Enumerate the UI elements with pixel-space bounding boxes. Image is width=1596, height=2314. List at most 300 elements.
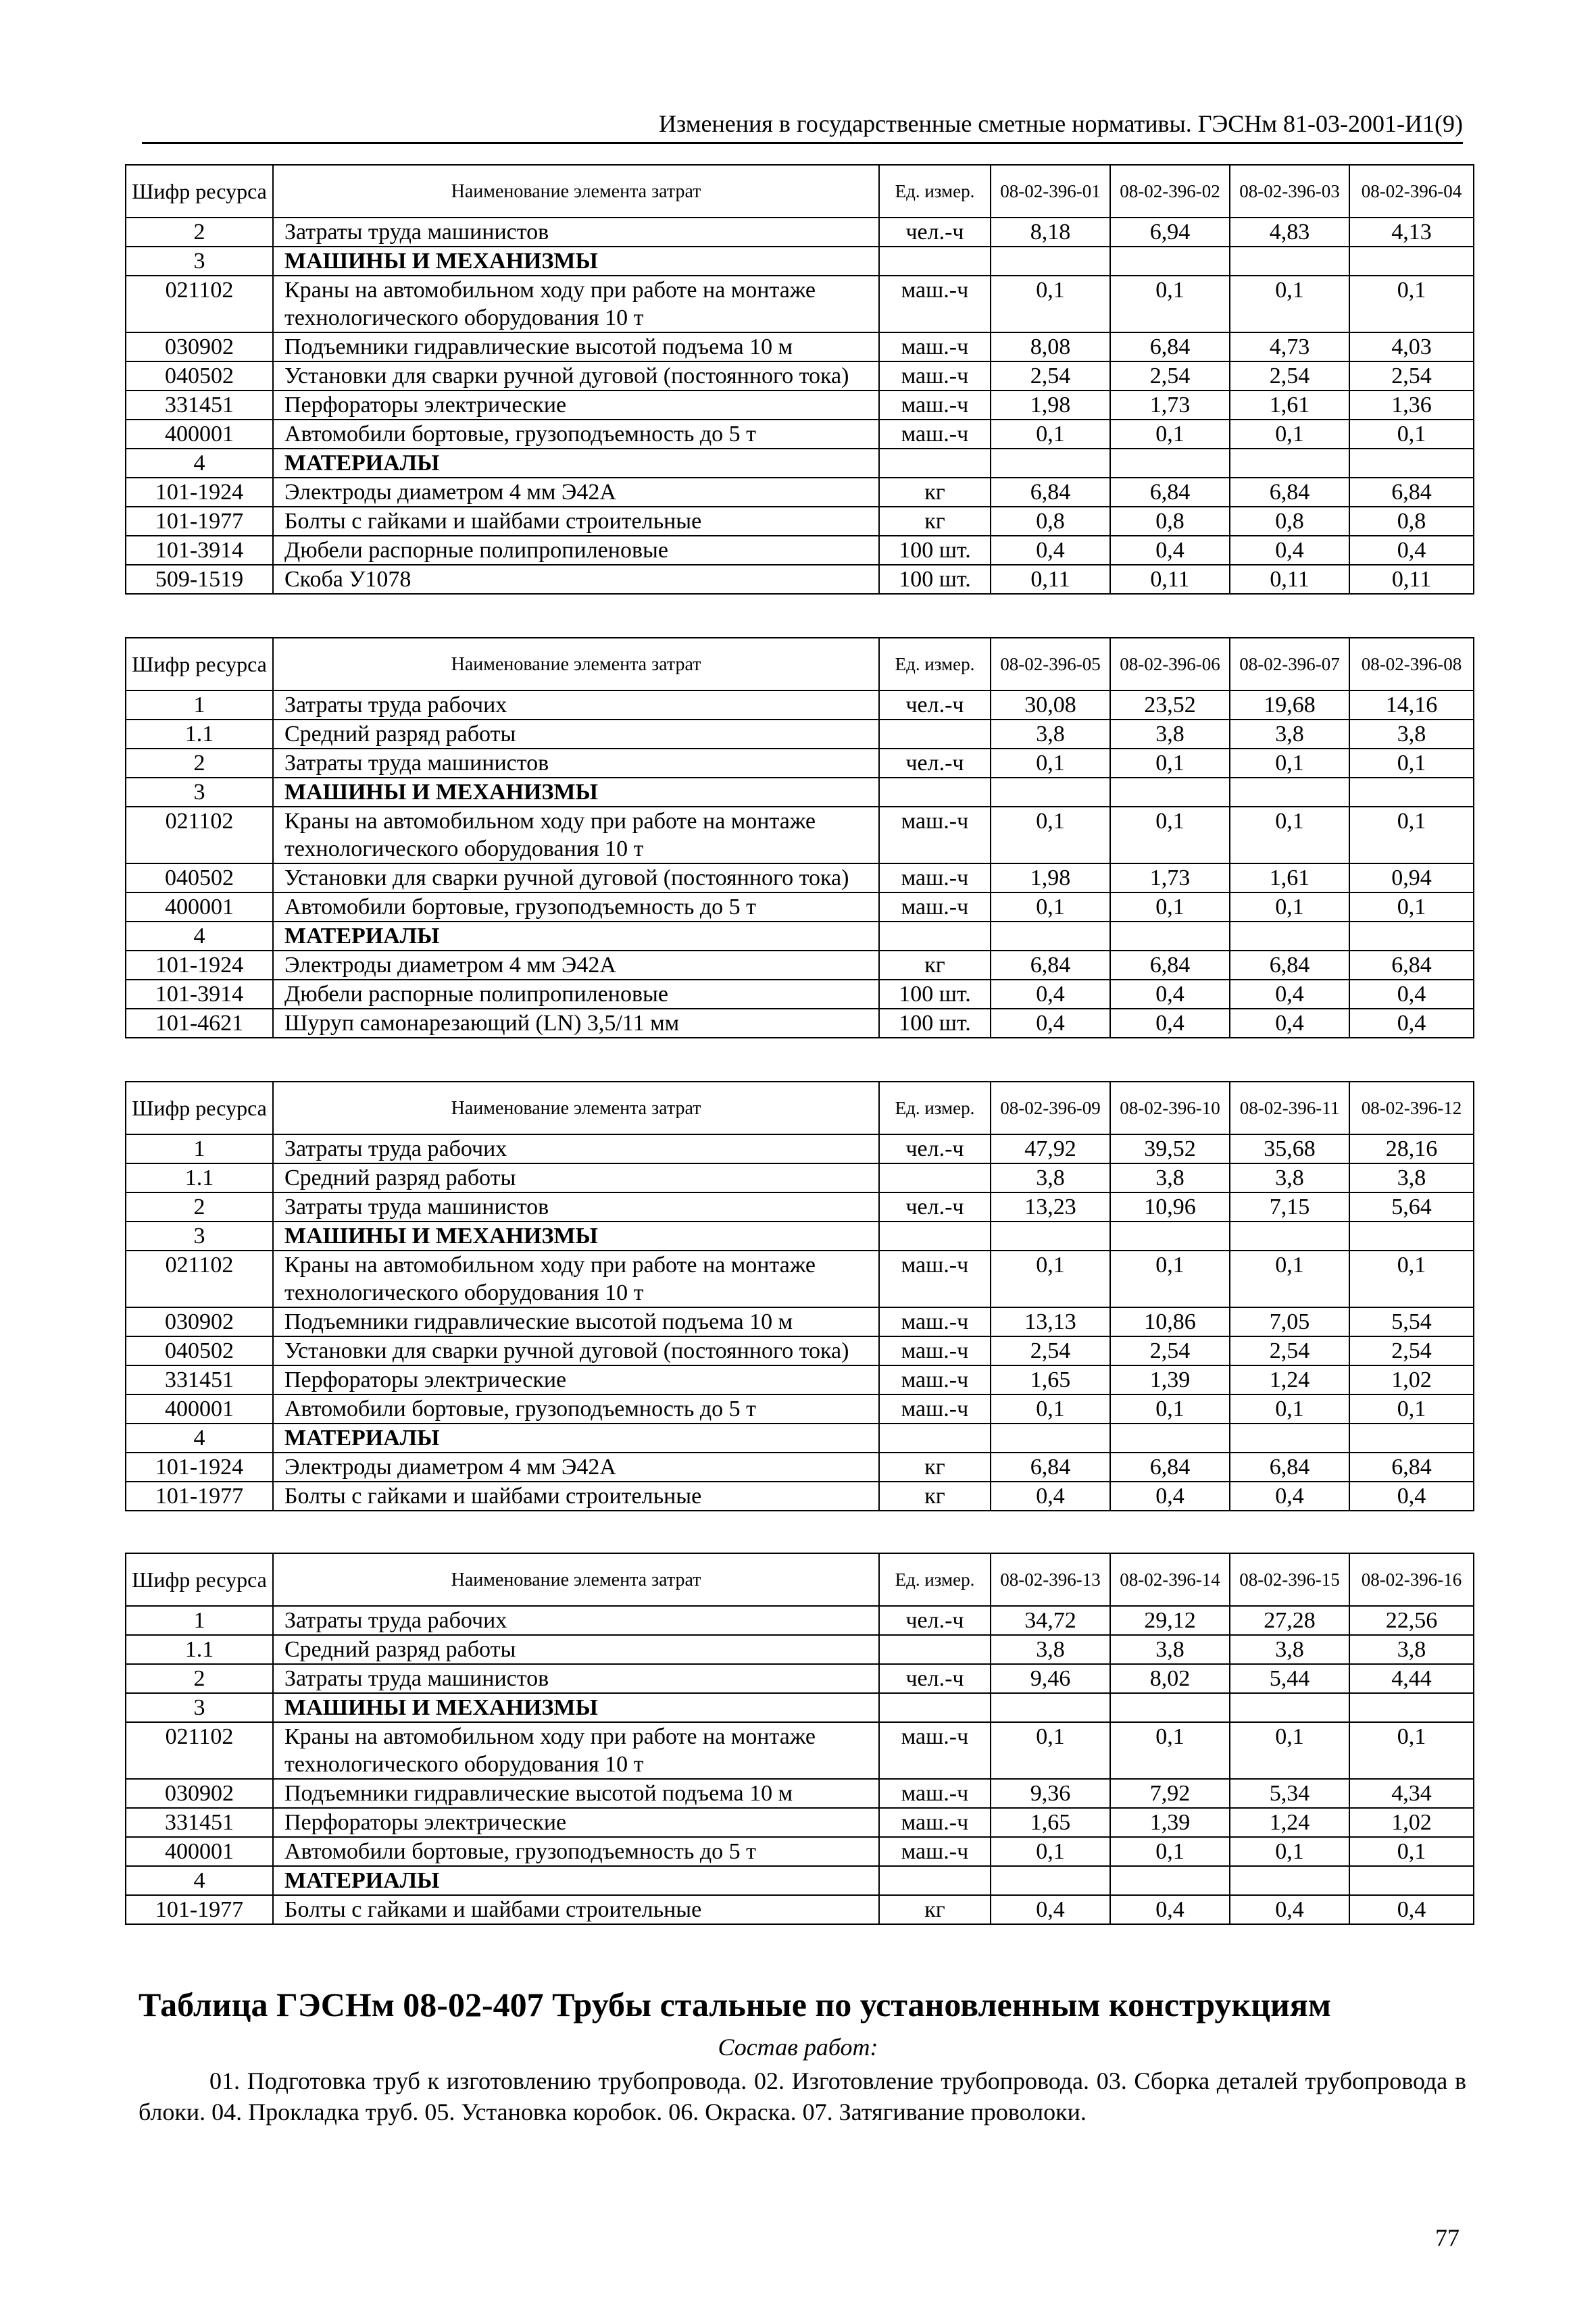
cost-element-name: Электроды диаметром 4 мм Э42А	[273, 478, 879, 507]
norm-value: 0,1	[1349, 892, 1474, 922]
norm-value: 0,1	[1230, 807, 1349, 863]
norm-value: 10,96	[1110, 1192, 1230, 1222]
unit-of-measure: чел.-ч	[879, 1606, 991, 1635]
header-norm-code: 08-02-396-09	[991, 1082, 1110, 1134]
header-name: Наименование элемента затрат	[273, 165, 879, 218]
section-row	[126, 247, 1474, 276]
norm-value: 1,73	[1110, 863, 1230, 892]
table-row	[126, 218, 1474, 247]
norm-value	[1349, 449, 1474, 478]
table-row	[126, 1163, 1474, 1192]
table-row	[126, 1134, 1474, 1163]
unit-of-measure: маш.-ч	[879, 1394, 991, 1424]
section-row	[126, 1693, 1474, 1722]
resource-code: 101-1977	[126, 1895, 273, 1924]
table-row	[126, 1251, 1474, 1307]
cost-element-name: Скоба У1078	[273, 565, 879, 594]
resource-code: 2	[126, 1192, 273, 1222]
resource-code: 1.1	[126, 1163, 273, 1192]
norm-value: 4,44	[1349, 1664, 1474, 1693]
resource-code: 4	[126, 922, 273, 951]
header-norm-code: 08-02-396-01	[991, 165, 1110, 218]
resource-code: 021102	[126, 1251, 273, 1307]
resource-code: 101-3914	[126, 536, 273, 565]
unit-of-measure	[879, 247, 991, 276]
unit-of-measure: 100 шт.	[879, 1009, 991, 1038]
norm-value: 14,16	[1349, 690, 1474, 720]
norm-value: 0,1	[1110, 749, 1230, 778]
norm-value: 6,84	[1230, 478, 1349, 507]
norm-value: 0,4	[1230, 980, 1349, 1009]
resource-code: 040502	[126, 361, 273, 391]
norm-value	[991, 1866, 1110, 1895]
resource-code: 021102	[126, 1722, 273, 1779]
norm-value: 3,8	[1230, 1163, 1349, 1192]
norm-value: 2,54	[1230, 361, 1349, 391]
norm-value	[1349, 1693, 1474, 1722]
header-norm-code: 08-02-396-04	[1349, 165, 1474, 218]
resource-code: 101-1924	[126, 951, 273, 980]
norm-value: 5,44	[1230, 1664, 1349, 1693]
cost-element-name: Автомобили бортовые, грузоподъемность до 5 т	[273, 892, 879, 922]
norm-value: 1,65	[991, 1808, 1110, 1837]
resource-table-1	[125, 164, 1474, 595]
header-unit: Ед. измер.	[879, 1553, 991, 1606]
table-row	[126, 1394, 1474, 1424]
norm-value: 0,1	[1230, 1837, 1349, 1866]
norm-value: 0,1	[991, 749, 1110, 778]
table-row	[126, 690, 1474, 720]
norm-value: 3,8	[1349, 1163, 1474, 1192]
unit-of-measure: маш.-ч	[879, 1779, 991, 1808]
resource-code: 400001	[126, 1394, 273, 1424]
norm-value: 0,8	[1349, 507, 1474, 536]
cost-element-name: Краны на автомобильном ходу при работе на монтаже технологического оборудования 10 т	[273, 276, 879, 332]
header-unit: Ед. измер.	[879, 638, 991, 690]
norm-value	[991, 247, 1110, 276]
unit-of-measure: кг	[879, 507, 991, 536]
cost-element-name: Установки для сварки ручной дуговой (постоянного тока)	[273, 361, 879, 391]
running-title: Изменения в государственные сметные нормативы. ГЭСНм 81-03-2001-И1(9)	[659, 110, 1463, 137]
resource-code: 331451	[126, 391, 273, 420]
norm-value: 1,36	[1349, 391, 1474, 420]
cost-element-name: МАШИНЫ И МЕХАНИЗМЫ	[273, 1222, 879, 1251]
norm-value: 0,1	[1230, 276, 1349, 332]
unit-of-measure: 100 шт.	[879, 565, 991, 594]
norm-value: 35,68	[1230, 1134, 1349, 1163]
norm-value: 0,1	[991, 892, 1110, 922]
norm-value: 0,8	[1230, 507, 1349, 536]
norm-value: 1,98	[991, 863, 1110, 892]
norm-value	[991, 1693, 1110, 1722]
table-row	[126, 361, 1474, 391]
unit-of-measure: маш.-ч	[879, 1336, 991, 1365]
norm-value: 7,92	[1110, 1779, 1230, 1808]
unit-of-measure: маш.-ч	[879, 863, 991, 892]
table-row	[126, 863, 1474, 892]
norm-value: 8,18	[991, 218, 1110, 247]
resource-code: 331451	[126, 1365, 273, 1394]
norm-value: 0,4	[991, 1009, 1110, 1038]
unit-of-measure: маш.-ч	[879, 391, 991, 420]
norm-value: 4,34	[1349, 1779, 1474, 1808]
header-norm-code: 08-02-396-02	[1110, 165, 1230, 218]
norm-value: 0,1	[1110, 807, 1230, 863]
resource-code: 2	[126, 749, 273, 778]
table-row	[126, 1779, 1474, 1808]
resource-code: 030902	[126, 1307, 273, 1336]
section-row	[126, 778, 1474, 807]
norm-value: 1,61	[1230, 863, 1349, 892]
unit-of-measure: чел.-ч	[879, 1192, 991, 1222]
resource-code: 400001	[126, 1837, 273, 1866]
unit-of-measure: чел.-ч	[879, 1134, 991, 1163]
norm-value: 0,4	[991, 980, 1110, 1009]
norm-value: 0,1	[1349, 420, 1474, 449]
norm-value	[1230, 1424, 1349, 1453]
table-row	[126, 892, 1474, 922]
cost-element-name: Установки для сварки ручной дуговой (постоянного тока)	[273, 1336, 879, 1365]
norm-value: 0,1	[1110, 892, 1230, 922]
header-name: Наименование элемента затрат	[273, 1082, 879, 1134]
norm-value	[1110, 1866, 1230, 1895]
table-row	[126, 1837, 1474, 1866]
norm-value: 1,73	[1110, 391, 1230, 420]
norm-value: 0,1	[1349, 1251, 1474, 1307]
unit-of-measure: кг	[879, 1895, 991, 1924]
norm-value	[1110, 1693, 1230, 1722]
cost-element-name: Дюбели распорные полипропиленовые	[273, 980, 879, 1009]
norm-value: 0,4	[1349, 1482, 1474, 1511]
table-row	[126, 1664, 1474, 1693]
norm-value: 0,4	[991, 536, 1110, 565]
norm-value: 7,15	[1230, 1192, 1349, 1222]
norm-value: 0,4	[991, 1895, 1110, 1924]
norm-value: 2,54	[1110, 1336, 1230, 1365]
table-header	[126, 1082, 1474, 1134]
table-row	[126, 1307, 1474, 1336]
norm-value: 6,84	[1349, 478, 1474, 507]
resource-code: 040502	[126, 863, 273, 892]
norm-value: 1,02	[1349, 1365, 1474, 1394]
resource-code: 4	[126, 1866, 273, 1895]
table-row	[126, 391, 1474, 420]
norm-value: 0,1	[1349, 1837, 1474, 1866]
norm-value: 3,8	[1349, 1635, 1474, 1664]
norm-value	[1349, 1424, 1474, 1453]
norm-value: 0,4	[991, 1482, 1110, 1511]
cost-element-name: Затраты труда машинистов	[273, 218, 879, 247]
norm-value	[991, 922, 1110, 951]
norm-value: 2,54	[1349, 361, 1474, 391]
norm-value	[991, 1424, 1110, 1453]
resource-table-4	[125, 1553, 1474, 1925]
table-row	[126, 507, 1474, 536]
header-norm-code: 08-02-396-11	[1230, 1082, 1349, 1134]
norm-value: 6,84	[991, 478, 1110, 507]
norm-value	[991, 1222, 1110, 1251]
resource-code: 4	[126, 449, 273, 478]
norm-value	[991, 449, 1110, 478]
norm-value	[1110, 1222, 1230, 1251]
resource-code: 1	[126, 690, 273, 720]
norm-value: 0,1	[991, 807, 1110, 863]
unit-of-measure	[879, 1424, 991, 1453]
table-body	[126, 1606, 1474, 1924]
header-norm-code: 08-02-396-16	[1349, 1553, 1474, 1606]
table-row	[126, 1722, 1474, 1779]
section-row	[126, 1424, 1474, 1453]
norm-value: 0,1	[1230, 892, 1349, 922]
norm-value: 0,4	[1230, 1009, 1349, 1038]
unit-of-measure: маш.-ч	[879, 276, 991, 332]
resource-code: 101-1924	[126, 1453, 273, 1482]
norm-value: 1,24	[1230, 1808, 1349, 1837]
norm-value: 1,24	[1230, 1365, 1349, 1394]
norm-value: 1,39	[1110, 1365, 1230, 1394]
cost-element-name: Затраты труда рабочих	[273, 1606, 879, 1635]
norm-value: 29,12	[1110, 1606, 1230, 1635]
cost-element-name: МАТЕРИАЛЫ	[273, 1424, 879, 1453]
table-body	[126, 690, 1474, 1038]
table-row	[126, 1808, 1474, 1837]
unit-of-measure: маш.-ч	[879, 332, 991, 361]
unit-of-measure: чел.-ч	[879, 218, 991, 247]
table-row	[126, 980, 1474, 1009]
resource-code: 101-1977	[126, 1482, 273, 1511]
norm-value: 30,08	[991, 690, 1110, 720]
norm-value: 0,4	[1230, 1895, 1349, 1924]
unit-of-measure: маш.-ч	[879, 1837, 991, 1866]
cost-element-name: Средний разряд работы	[273, 1635, 879, 1664]
norm-value: 0,1	[1230, 420, 1349, 449]
header-norm-code: 08-02-396-10	[1110, 1082, 1230, 1134]
norm-value	[1110, 922, 1230, 951]
norm-value: 0,1	[1349, 1722, 1474, 1779]
table-row	[126, 420, 1474, 449]
cost-element-name: Электроды диаметром 4 мм Э42А	[273, 1453, 879, 1482]
norm-value: 13,23	[991, 1192, 1110, 1222]
header-norm-code: 08-02-396-14	[1110, 1553, 1230, 1606]
unit-of-measure: маш.-ч	[879, 1722, 991, 1779]
norm-value: 0,11	[1230, 565, 1349, 594]
unit-of-measure: чел.-ч	[879, 690, 991, 720]
table-row	[126, 1365, 1474, 1394]
resource-table-3	[125, 1081, 1474, 1511]
norm-value: 6,84	[1110, 332, 1230, 361]
norm-value: 0,1	[1230, 1722, 1349, 1779]
table-header	[126, 638, 1474, 690]
norm-value: 0,1	[1230, 1251, 1349, 1307]
norm-value	[1230, 1866, 1349, 1895]
cost-element-name: МАШИНЫ И МЕХАНИЗМЫ	[273, 1693, 879, 1722]
unit-of-measure: чел.-ч	[879, 749, 991, 778]
norm-value: 39,52	[1110, 1134, 1230, 1163]
norm-value	[991, 778, 1110, 807]
cost-element-name: МАШИНЫ И МЕХАНИЗМЫ	[273, 247, 879, 276]
norm-value: 2,54	[1230, 1336, 1349, 1365]
resource-code: 101-3914	[126, 980, 273, 1009]
norm-value: 8,08	[991, 332, 1110, 361]
norm-value: 9,36	[991, 1779, 1110, 1808]
resource-code: 101-1977	[126, 507, 273, 536]
unit-of-measure: 100 шт.	[879, 980, 991, 1009]
cost-element-name: Болты с гайками и шайбами строительные	[273, 507, 879, 536]
norm-value: 3,8	[1110, 1163, 1230, 1192]
header-row	[126, 1082, 1474, 1134]
norm-value: 1,02	[1349, 1808, 1474, 1837]
table-row	[126, 276, 1474, 332]
cost-element-name: Подъемники гидравлические высотой подъема 10 м	[273, 1779, 879, 1808]
resource-code: 3	[126, 1222, 273, 1251]
unit-of-measure	[879, 1163, 991, 1192]
cost-element-name: Перфораторы электрические	[273, 391, 879, 420]
header-code: Шифр ресурса	[126, 165, 273, 218]
cost-element-name: МАТЕРИАЛЫ	[273, 922, 879, 951]
norm-value: 6,84	[1349, 951, 1474, 980]
norm-value: 0,11	[1110, 565, 1230, 594]
norm-value: 4,73	[1230, 332, 1349, 361]
norm-value	[1349, 922, 1474, 951]
cost-element-name: Электроды диаметром 4 мм Э42А	[273, 951, 879, 980]
unit-of-measure	[879, 1635, 991, 1664]
header-row	[126, 1553, 1474, 1606]
norm-value: 4,83	[1230, 218, 1349, 247]
cost-element-name: Подъемники гидравлические высотой подъема 10 м	[273, 1307, 879, 1336]
unit-of-measure	[879, 1693, 991, 1722]
norm-value	[1110, 449, 1230, 478]
norm-value	[1110, 778, 1230, 807]
norm-value: 10,86	[1110, 1307, 1230, 1336]
table-row	[126, 1606, 1474, 1635]
unit-of-measure: маш.-ч	[879, 1251, 991, 1307]
table-row	[126, 807, 1474, 863]
table-row	[126, 536, 1474, 565]
page-number: 77	[1435, 2224, 1460, 2251]
cost-element-name: Шуруп самонарезающий (LN) 3,5/11 мм	[273, 1009, 879, 1038]
cost-element-name: Затраты труда машинистов	[273, 749, 879, 778]
cost-element-name: Затраты труда машинистов	[273, 1664, 879, 1693]
resource-code: 101-1924	[126, 478, 273, 507]
table-row	[126, 1009, 1474, 1038]
resource-code: 1.1	[126, 1635, 273, 1664]
resource-code: 021102	[126, 276, 273, 332]
norm-value: 0,11	[991, 565, 1110, 594]
norm-value	[1230, 449, 1349, 478]
norm-value: 0,1	[1349, 276, 1474, 332]
norm-value: 2,54	[1110, 361, 1230, 391]
resource-code: 1.1	[126, 720, 273, 749]
norm-value: 0,4	[1110, 980, 1230, 1009]
table-row	[126, 1895, 1474, 1924]
norm-value: 3,8	[991, 720, 1110, 749]
cost-element-name: Краны на автомобильном ходу при работе на монтаже технологического оборудования 10 т	[273, 1251, 879, 1307]
norm-value: 0,4	[1349, 1895, 1474, 1924]
norm-value: 0,94	[1349, 863, 1474, 892]
norm-value: 0,1	[1349, 1394, 1474, 1424]
norm-value: 0,1	[1230, 749, 1349, 778]
header-row	[126, 638, 1474, 690]
unit-of-measure: маш.-ч	[879, 1307, 991, 1336]
header-norm-code: 08-02-396-12	[1349, 1082, 1474, 1134]
norm-value: 0,4	[1349, 980, 1474, 1009]
norm-value: 7,05	[1230, 1307, 1349, 1336]
table-header	[126, 165, 1474, 218]
norm-value: 0,1	[991, 1722, 1110, 1779]
cost-element-name: Затраты труда рабочих	[273, 690, 879, 720]
resource-code: 3	[126, 1693, 273, 1722]
table-body	[126, 1134, 1474, 1511]
norm-value	[1230, 1222, 1349, 1251]
table-row	[126, 332, 1474, 361]
cost-element-name: Автомобили бортовые, грузоподъемность до 5 т	[273, 420, 879, 449]
norm-value: 0,4	[1230, 1482, 1349, 1511]
norm-value: 2,54	[991, 361, 1110, 391]
norm-value	[1349, 1866, 1474, 1895]
header-norm-code: 08-02-396-08	[1349, 638, 1474, 690]
resource-code: 3	[126, 247, 273, 276]
norm-value: 0,4	[1349, 536, 1474, 565]
unit-of-measure	[879, 449, 991, 478]
table-407-subtitle: Состав работ:	[718, 2034, 878, 2061]
unit-of-measure: кг	[879, 1453, 991, 1482]
norm-value: 0,1	[1349, 807, 1474, 863]
cost-element-name: Болты с гайками и шайбами строительные	[273, 1895, 879, 1924]
norm-value: 8,02	[1110, 1664, 1230, 1693]
unit-of-measure: кг	[879, 951, 991, 980]
norm-value: 0,4	[1110, 1482, 1230, 1511]
norm-value	[1349, 247, 1474, 276]
norm-value: 0,4	[1349, 1009, 1474, 1038]
norm-value: 3,8	[991, 1635, 1110, 1664]
norm-value: 2,54	[991, 1336, 1110, 1365]
norm-value: 4,13	[1349, 218, 1474, 247]
table-header	[126, 1553, 1474, 1606]
cost-element-name: Средний разряд работы	[273, 720, 879, 749]
norm-value: 19,68	[1230, 690, 1349, 720]
unit-of-measure	[879, 922, 991, 951]
cost-element-name: Краны на автомобильном ходу при работе на монтаже технологического оборудования 10 т	[273, 807, 879, 863]
resource-code: 3	[126, 778, 273, 807]
norm-value	[1230, 922, 1349, 951]
norm-value: 0,4	[1110, 536, 1230, 565]
unit-of-measure	[879, 1222, 991, 1251]
resource-code: 021102	[126, 807, 273, 863]
resource-code: 1	[126, 1134, 273, 1163]
norm-value: 0,1	[1110, 1722, 1230, 1779]
norm-value: 1,98	[991, 391, 1110, 420]
norm-value: 6,84	[1230, 951, 1349, 980]
cost-element-name: Установки для сварки ручной дуговой (постоянного тока)	[273, 863, 879, 892]
header-unit: Ед. измер.	[879, 1082, 991, 1134]
cost-element-name: Автомобили бортовые, грузоподъемность до 5 т	[273, 1394, 879, 1424]
norm-value: 0,1	[1110, 1837, 1230, 1866]
norm-value	[1349, 1222, 1474, 1251]
unit-of-measure: маш.-ч	[879, 807, 991, 863]
norm-value: 0,1	[991, 276, 1110, 332]
cost-element-name: Дюбели распорные полипропиленовые	[273, 536, 879, 565]
unit-of-measure	[879, 1866, 991, 1895]
resource-code: 1	[126, 1606, 273, 1635]
unit-of-measure	[879, 720, 991, 749]
unit-of-measure: кг	[879, 478, 991, 507]
norm-value: 22,56	[1349, 1606, 1474, 1635]
norm-value: 0,8	[1110, 507, 1230, 536]
resource-code: 400001	[126, 420, 273, 449]
norm-value: 23,52	[1110, 690, 1230, 720]
norm-value: 5,64	[1349, 1192, 1474, 1222]
unit-of-measure: 100 шт.	[879, 536, 991, 565]
